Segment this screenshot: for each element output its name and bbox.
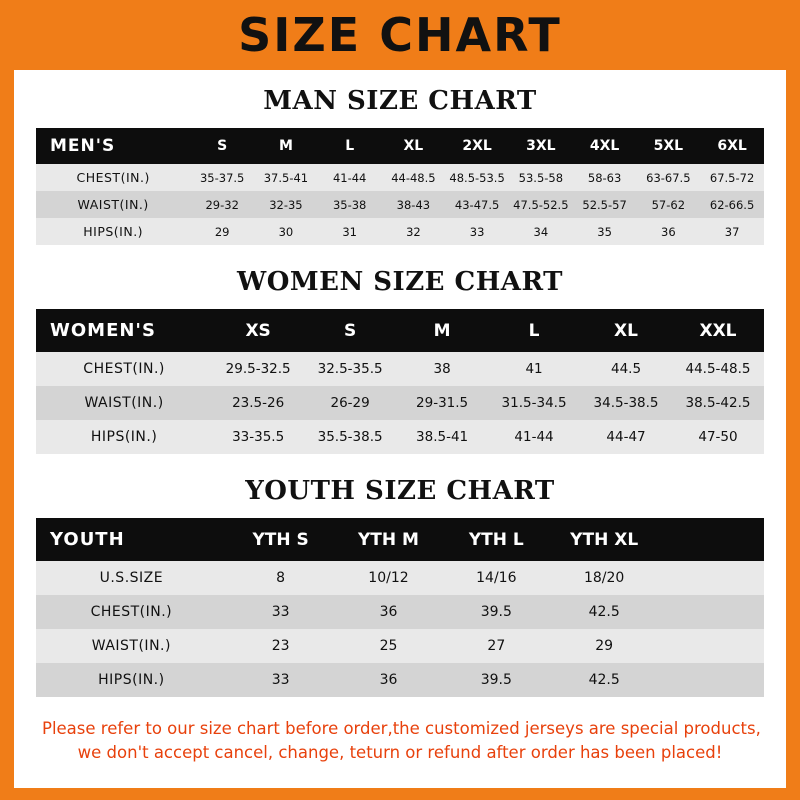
women-r0-c1: 29.5-32.5: [225, 361, 291, 377]
youth-r3-c2: 36: [379, 672, 398, 688]
man-r2-c2: 30: [278, 224, 294, 239]
man-r2-c5: 33: [469, 224, 485, 239]
women-r1-c5: 34.5-38.5: [593, 395, 659, 411]
table-header-row: [36, 518, 764, 561]
women-r1-c4: 31.5-34.5: [501, 395, 567, 411]
youth-r1-c2: 36: [379, 604, 398, 620]
women-r2-c6: 47-50: [698, 429, 738, 445]
women-r2-c2: 35.5-38.5: [317, 429, 383, 445]
women-size-table: [36, 309, 764, 454]
man-table-body: [36, 164, 764, 245]
man-r1-c8: 57-62: [651, 197, 686, 212]
youth-header-cell-4: YTH XL: [570, 529, 639, 550]
women-r0-c6: 44.5-48.5: [685, 361, 751, 377]
women-r0-c4: 41: [525, 361, 543, 377]
table-row: [36, 595, 764, 629]
women-r1-c6: 38.5-42.5: [685, 395, 751, 411]
man-r0-c9: 67.5-72: [709, 170, 755, 185]
women-r2-c0: HIPS(IN.): [90, 429, 158, 445]
man-header-cell-9: 6XL: [717, 138, 747, 154]
table-row: [36, 663, 764, 697]
youth-r1-c1: 33: [271, 604, 290, 620]
table-row: [36, 561, 764, 595]
youth-r1-c4: 42.5: [588, 604, 620, 620]
women-table-head: [36, 309, 764, 352]
table-row: [36, 352, 764, 386]
youth-r0-spacer: [658, 561, 764, 595]
youth-table-head: [36, 518, 764, 561]
table-row: [36, 191, 764, 218]
women-r1-c2: 26-29: [330, 395, 370, 411]
man-r2-c6: 34: [533, 224, 549, 239]
youth-header-cell-0: YOUTH: [50, 529, 125, 550]
women-header-cell-2: S: [343, 320, 357, 341]
man-r1-c3: 35-38: [332, 197, 367, 212]
table-row: [36, 386, 764, 420]
youth-r3-spacer: [658, 663, 764, 697]
women-header-cell-0: WOMEN'S: [50, 320, 156, 341]
man-section-title: MAN SIZE CHART: [263, 86, 537, 116]
man-r0-c8: 63-67.5: [646, 170, 691, 185]
women-header-cell-1: XS: [245, 320, 271, 341]
footer-note-line-2: we don't accept cancel, change, teturn or refund after order has been placed!: [77, 742, 723, 762]
youth-size-table: [36, 518, 764, 697]
youth-r0-c3: 14/16: [476, 570, 517, 586]
youth-header-cell-3: YTH L: [468, 529, 524, 550]
women-r1-c1: 23.5-26: [232, 395, 285, 411]
man-r0-c0: CHEST(IN.): [76, 170, 150, 185]
footer-note-line-1: Please refer to our size chart before order,the customized jerseys are special products,: [42, 719, 761, 738]
women-r0-c5: 44.5: [610, 361, 642, 377]
table-row: [36, 218, 764, 245]
man-r2-c8: 36: [661, 224, 676, 239]
women-header-cell-6: XXL: [699, 320, 737, 341]
youth-r2-spacer: [658, 629, 764, 663]
bottom-strip: [0, 788, 800, 800]
man-r1-c9: 62-66.5: [709, 197, 755, 212]
women-section-title: WOMEN SIZE CHART: [237, 267, 563, 297]
man-r2-c7: 35: [597, 224, 612, 239]
man-header-cell-1: S: [217, 138, 228, 154]
women-header-cell-4: L: [528, 320, 540, 341]
youth-header-cell-1: YTH S: [252, 529, 309, 550]
youth-r2-c1: 23: [271, 638, 290, 654]
man-r1-c0: WAIST(IN.): [77, 197, 149, 212]
man-r2-c1: 29: [214, 224, 230, 239]
youth-r1-c0: CHEST(IN.): [90, 604, 173, 620]
man-r2-c4: 32: [406, 224, 421, 239]
youth-r1-c3: 39.5: [480, 604, 512, 620]
man-r0-c1: 35-37.5: [199, 170, 245, 185]
youth-r2-c4: 29: [595, 638, 614, 654]
man-table-head: [36, 128, 764, 164]
youth-r2-c3: 27: [487, 638, 506, 654]
man-r1-c2: 32-35: [269, 197, 303, 212]
youth-r0-c1: 8: [276, 570, 286, 586]
man-r1-c5: 43-47.5: [454, 197, 500, 212]
women-header-cell-3: M: [433, 320, 451, 341]
man-r0-c5: 48.5-53.5: [449, 170, 505, 185]
women-r0-c3: 38: [433, 361, 451, 377]
man-r1-c4: 38-43: [396, 197, 431, 212]
youth-r0-c4: 18/20: [583, 570, 625, 586]
man-r1-c1: 29-32: [205, 197, 239, 212]
man-r0-c4: 44-48.5: [391, 170, 436, 185]
youth-r0-c0: U.S.SIZE: [99, 570, 164, 586]
table-header-row: [36, 309, 764, 352]
man-header-cell-4: XL: [403, 138, 424, 154]
women-header-cell-5: XL: [614, 320, 638, 341]
table-row: [36, 420, 764, 454]
man-header-cell-3: L: [345, 138, 355, 154]
women-r1-c3: 29-31.5: [416, 395, 469, 411]
table-row: [36, 629, 764, 663]
man-r0-c2: 37.5-41: [263, 170, 309, 185]
youth-header-cell-spacer: [658, 518, 764, 561]
man-header-cell-0: MEN'S: [50, 136, 116, 156]
youth-r2-c0: WAIST(IN.): [91, 638, 171, 654]
man-header-cell-7: 4XL: [589, 138, 620, 154]
women-r2-c5: 44-47: [606, 429, 646, 445]
footer-note: [36, 717, 764, 765]
youth-r0-c2: 10/12: [368, 570, 409, 586]
youth-r3-c0: HIPS(IN.): [98, 672, 165, 688]
man-r0-c6: 53.5-58: [518, 170, 564, 185]
man-r2-c9: 37: [724, 224, 740, 239]
youth-table-body: [36, 561, 764, 697]
women-r2-c1: 33-35.5: [232, 429, 285, 445]
women-r2-c3: 38.5-41: [416, 429, 469, 445]
table-header-row: [36, 128, 764, 164]
man-r0-c7: 58-63: [587, 170, 622, 185]
banner: [0, 0, 800, 70]
man-r1-c7: 52.5-57: [582, 197, 627, 212]
table-row: [36, 164, 764, 191]
women-r2-c4: 41-44: [514, 429, 554, 445]
man-r2-c0: HIPS(IN.): [83, 224, 144, 239]
women-r0-c0: CHEST(IN.): [83, 361, 165, 377]
youth-r2-c2: 25: [379, 638, 398, 654]
youth-r3-c1: 33: [271, 672, 290, 688]
man-r2-c3: 31: [342, 224, 357, 239]
content: [14, 86, 786, 765]
women-table-body: [36, 352, 764, 454]
youth-r3-c3: 39.5: [480, 672, 512, 688]
women-r0-c2: 32.5-35.5: [317, 361, 383, 377]
page-title: SIZE CHART: [238, 8, 562, 62]
man-header-cell-6: 3XL: [526, 138, 556, 154]
man-r1-c6: 47.5-52.5: [513, 197, 569, 212]
man-header-cell-2: M: [278, 138, 293, 154]
man-r0-c3: 41-44: [332, 170, 367, 185]
youth-section-title: YOUTH SIZE CHART: [245, 476, 555, 506]
youth-header-cell-2: YTH M: [357, 529, 419, 550]
youth-r3-c4: 42.5: [588, 672, 620, 688]
man-size-table: [36, 128, 764, 245]
man-header-cell-8: 5XL: [653, 138, 684, 154]
youth-r1-spacer: [658, 595, 764, 629]
women-r1-c0: WAIST(IN.): [84, 395, 164, 411]
man-header-cell-5: 2XL: [462, 138, 492, 154]
